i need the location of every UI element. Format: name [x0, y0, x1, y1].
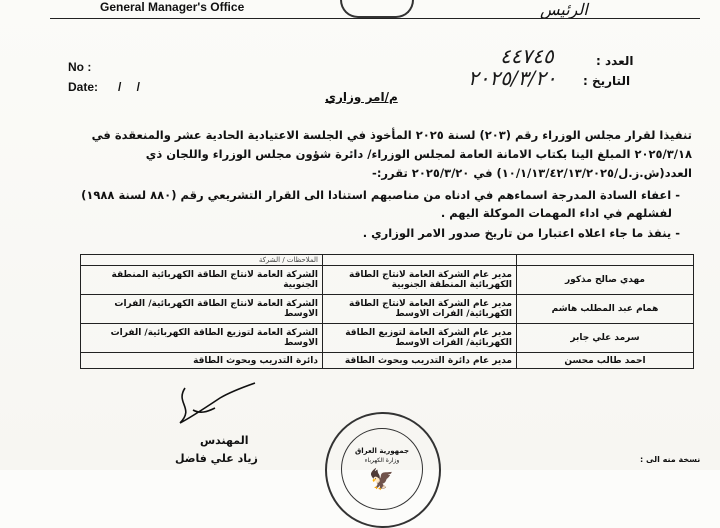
seal-text-country: جمهورية العراق [354, 447, 410, 455]
cell-position: مدير عام الشركة العامة لانتاج الطاقة الكهربائية المنطقة الجنوبية [323, 266, 517, 295]
cell-company: الشركة العامة لانتاج الطاقة الكهربائية/ الفرات الاوسط [81, 295, 323, 324]
dismissal-table [80, 254, 694, 369]
no-label: No : [68, 60, 92, 74]
signatory-title: المهندس [200, 434, 249, 447]
table-header-row [81, 255, 694, 266]
cell-name: سرمد علي جابر [517, 324, 694, 353]
handwritten-signature [165, 378, 265, 438]
official-seal [325, 412, 441, 528]
decision-item-2: - ينفذ ما جاء اعلاه اعتبارا من تاريخ صدور الامر الوزاري . [40, 226, 680, 241]
decision-item-1: - اعفاء السادة المدرجة اسماءهم في ادناه من مناصبهم استنادا الى القرار التشريعي رقم (٨٨٠ لسنة ١٩٨٨) [40, 188, 680, 203]
header-position [323, 255, 517, 266]
number-value: ٤٤٧٤٥ [500, 44, 554, 68]
cell-company: الشركة العامة لانتاج الطاقة الكهربائية المنطقة الجنوبية [81, 266, 323, 295]
top-handwriting: الرئيس [540, 0, 588, 19]
table-row [81, 266, 694, 295]
copy-to-note: نسخة منه الى : [640, 455, 701, 464]
signatory-name: زياد علي فاضل [175, 452, 258, 465]
eagle-emblem-icon: 🦅 [369, 467, 394, 491]
table-row [81, 353, 694, 369]
cell-position: مدير عام الشركة العامة لانتاج الطاقة الكهربائية/ الفرات الاوسط [323, 295, 517, 324]
office-header: General Manager's Office [100, 0, 245, 14]
seal-inner-ring [341, 428, 423, 510]
cell-position: مدير عام دائرة التدريب وبحوث الطاقة [323, 353, 517, 369]
header-divider [50, 18, 700, 19]
cell-name: مهدي صالح مذكور [517, 266, 694, 295]
subject-line: م/امر وزاري [325, 90, 398, 104]
header-name [517, 255, 694, 266]
decision-item-1-cont: لفشلهم في اداء المهمات الموكلة اليهم . [440, 206, 672, 220]
date-label-ar: التاريخ : [583, 74, 631, 88]
body-line-1: تنفيذا لقرار مجلس الوزراء رقم (٢٠٣) لسنة ٢٠٢٥ المأخوذ في الجلسة الاعتيادية الحادية عشر والمنعقدة في [91, 128, 692, 142]
table-row [81, 295, 694, 324]
seal-text-ministry: وزارة الكهرباء [364, 457, 400, 464]
cell-name: همام عبد المطلب هاشم [517, 295, 694, 324]
date-value-en: / / [118, 80, 147, 94]
body-line-2: ٢٠٢٥/٣/١٨ المبلغ الينا بكتاب الامانة العامة لمجلس الوزراء/ دائرة شؤون مجلس الوزراء واللجان ذي [145, 147, 692, 161]
date-label-en: Date: [68, 80, 99, 94]
header-company: الملاحظات / الشركة [81, 255, 323, 266]
cell-position: مدير عام الشركة العامة لتوزيع الطاقة الكهربائية/ الفرات الاوسط [323, 324, 517, 353]
body-line-3: العدد(ش.ز.ل/١٠/١/١٣/٤٢/١٣/٢٠٢٥) في ٢٠٢٥/٣/٢٠ تقرر:- [372, 166, 692, 180]
cell-company: الشركة العامة لتوزيع الطاقة الكهربائية/ الفرات الاوسط [81, 324, 323, 353]
cell-company: دائرة التدريب وبحوث الطاقة [81, 353, 323, 369]
number-label-ar: العدد : [596, 54, 634, 68]
cell-name: احمد طالب محسن [517, 353, 694, 369]
top-emblem [340, 0, 414, 18]
table-row [81, 324, 694, 353]
date-value-ar: ٢٠٢٥/٣/٢٠ [468, 66, 557, 90]
